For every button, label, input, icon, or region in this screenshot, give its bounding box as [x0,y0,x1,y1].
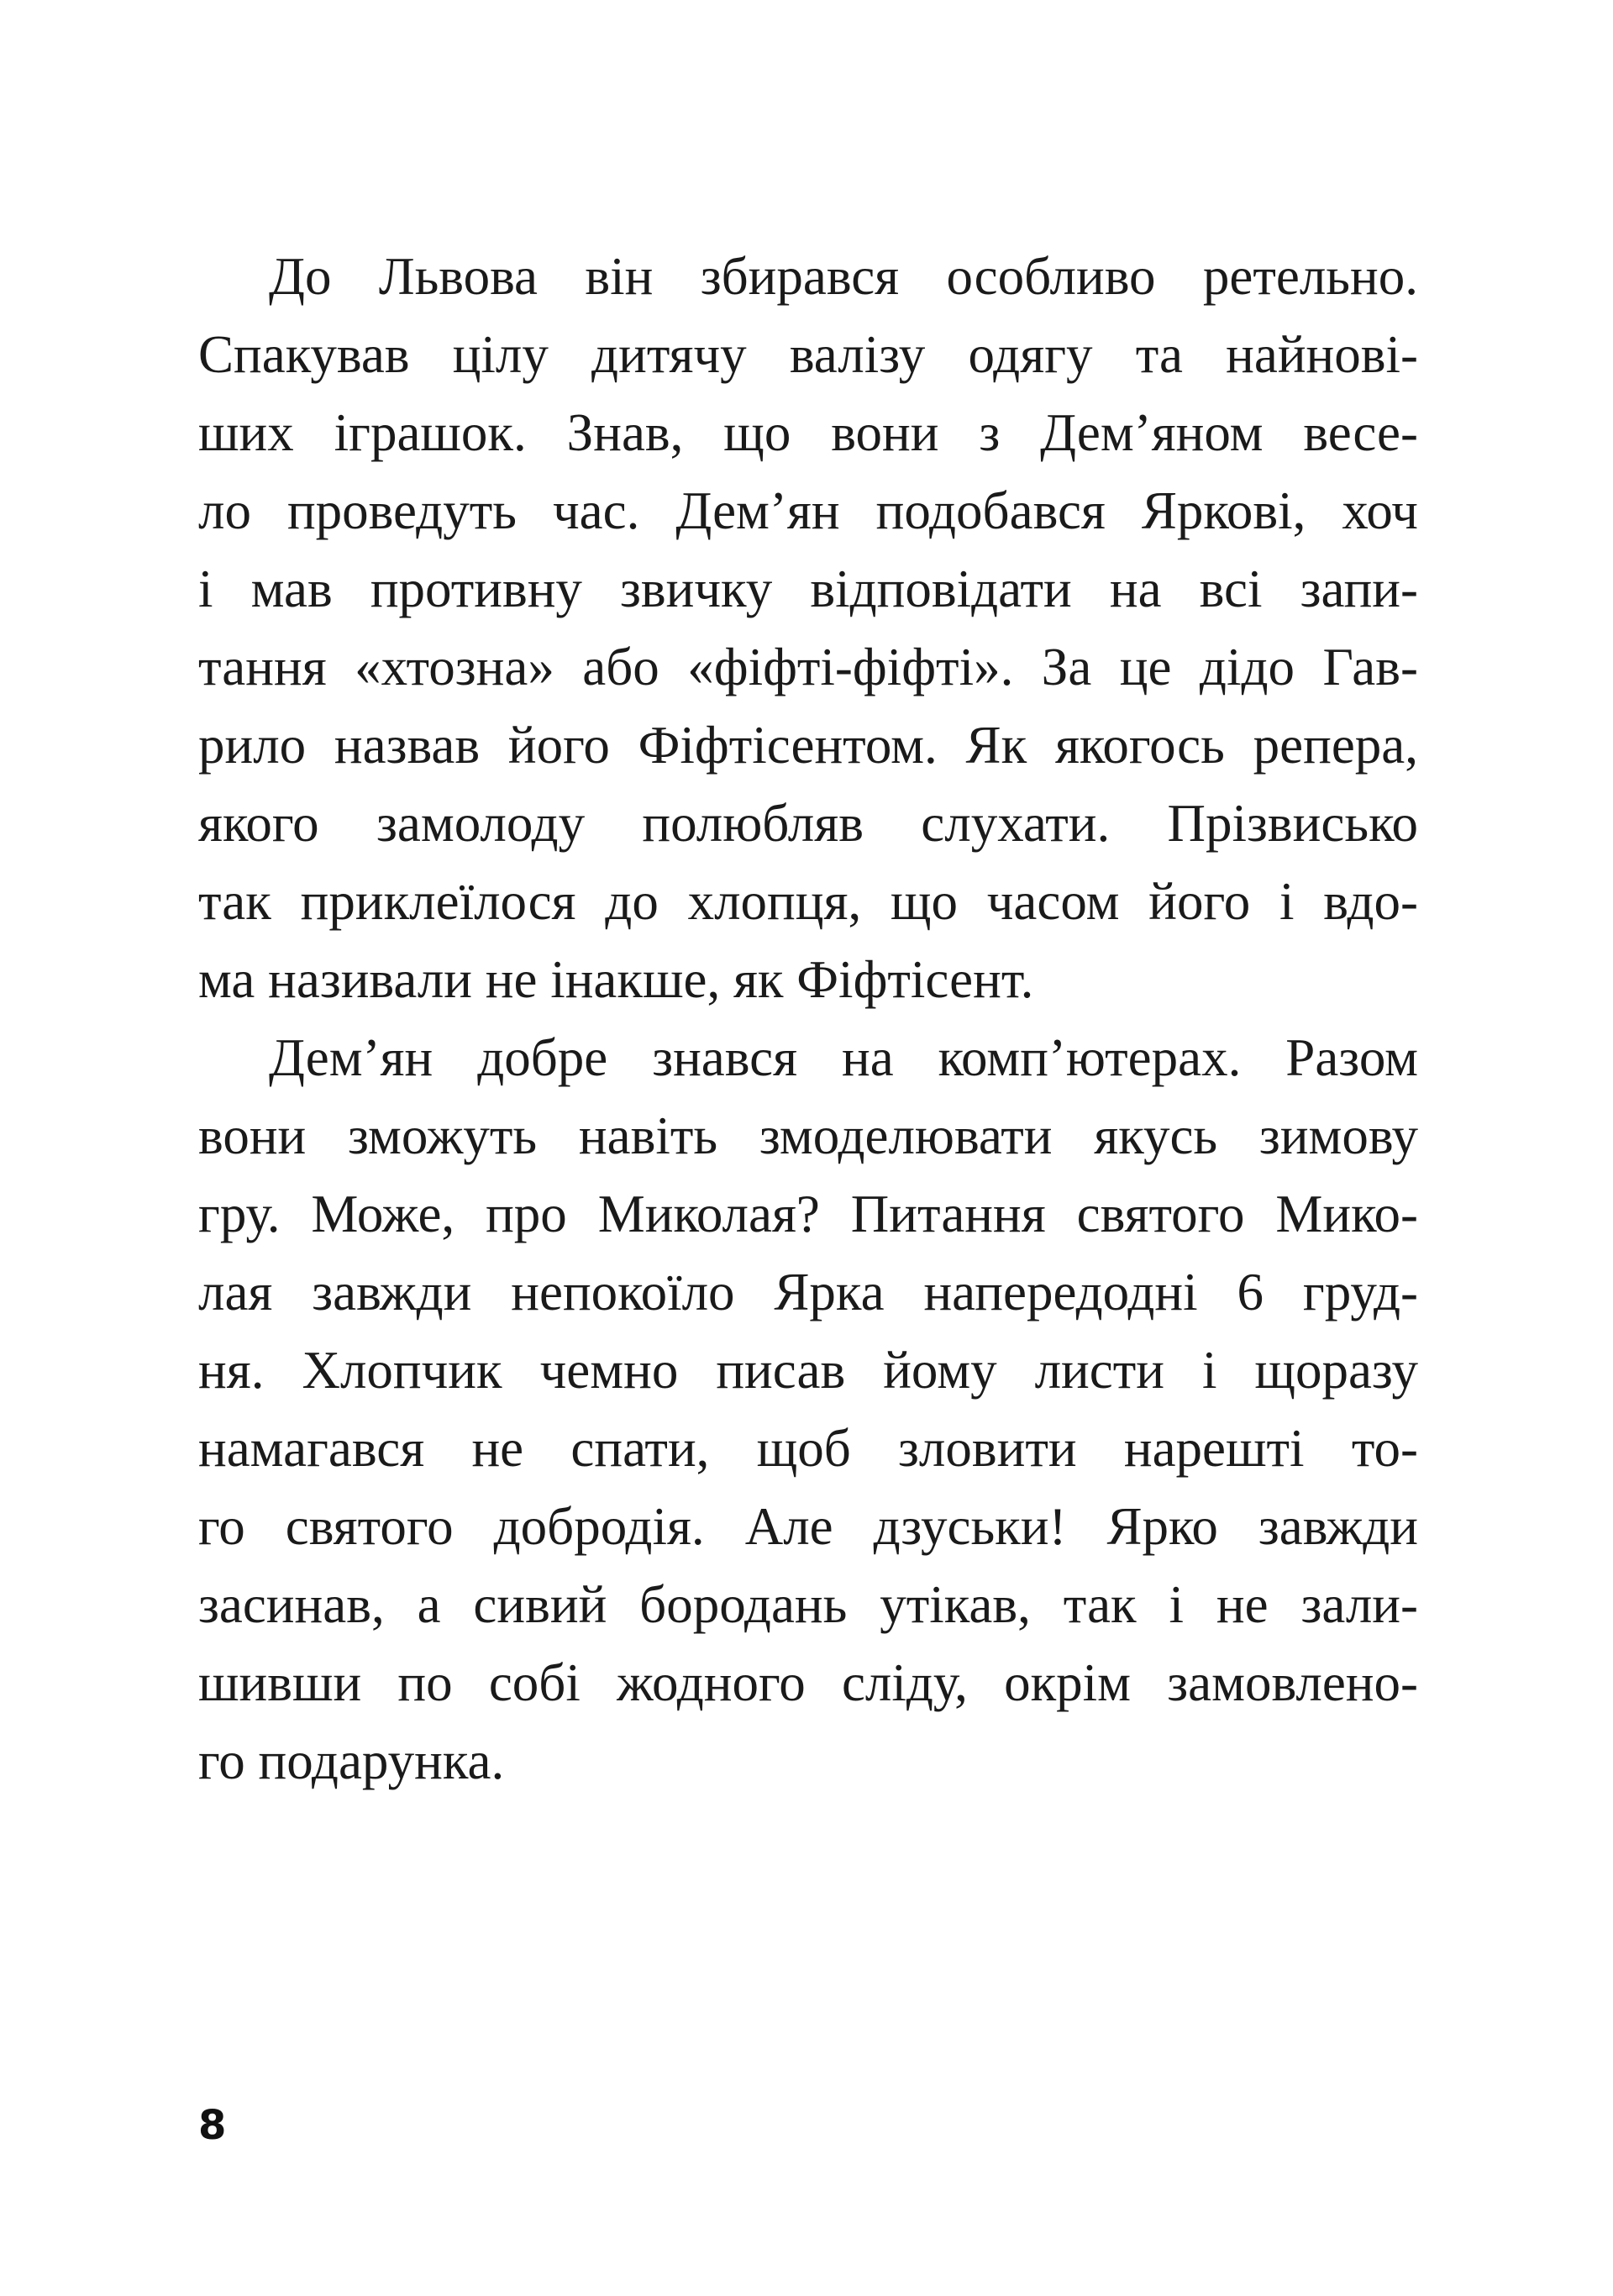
text-line: Спакував цілу дитячу валізу одягу та найнові- [198,325,1418,384]
paragraph-1 [198,238,1418,1019]
text-line: так приклеїлося до хлопця, що часом його і вдо- [198,872,1418,931]
body-text [198,238,1418,1800]
text-line: якого замолоду полюбляв слухати. Прізвисько [198,794,1418,853]
text-line: ня. Хлопчик чемно писав йому листи і щоразу [198,1341,1418,1400]
text-line: і мав противну звичку відповідати на всі запи- [198,560,1418,618]
text-line: Дем’ян добре знався на комп’ютерах. Разом [269,1028,1418,1087]
text-line: засинав, а сивий бородань утікав, так і не зали- [198,1575,1418,1634]
text-line: шивши по собі жодного сліду, окрім замовлено- [198,1653,1418,1712]
paragraph-2 [198,1019,1418,1800]
text-line: ших іграшок. Знав, що вони з Дем’яном весе- [198,403,1418,462]
text-line: рило назвав його Фіфтісентом. Як якогось репера, [198,716,1418,775]
page-number: 8 [198,2102,227,2149]
text-line: ма називали не інакше, як Фіфтісент. [198,950,1034,1009]
text-line: тання «хтозна» або «фіфті-фіфті». За це дідо Гав- [198,638,1418,696]
text-line: До Львова він збирався особливо ретельно. [269,247,1418,306]
text-line: ло проведуть час. Дем’ян подобався Яркові, хоч [198,481,1418,540]
text-line: вони зможуть навіть змоделювати якусь зимову [198,1106,1418,1165]
text-line: гру. Може, про Миколая? Питання святого Мико- [198,1185,1418,1243]
text-line: го святого добродія. Але дзуськи! Ярко завжди [198,1497,1418,1556]
text-line: намагався не спати, щоб зловити нарешті то- [198,1419,1418,1478]
text-line: лая завжди непокоїло Ярка напередодні 6 груд- [198,1263,1418,1321]
text-line: го подарунка. [198,1731,505,1790]
